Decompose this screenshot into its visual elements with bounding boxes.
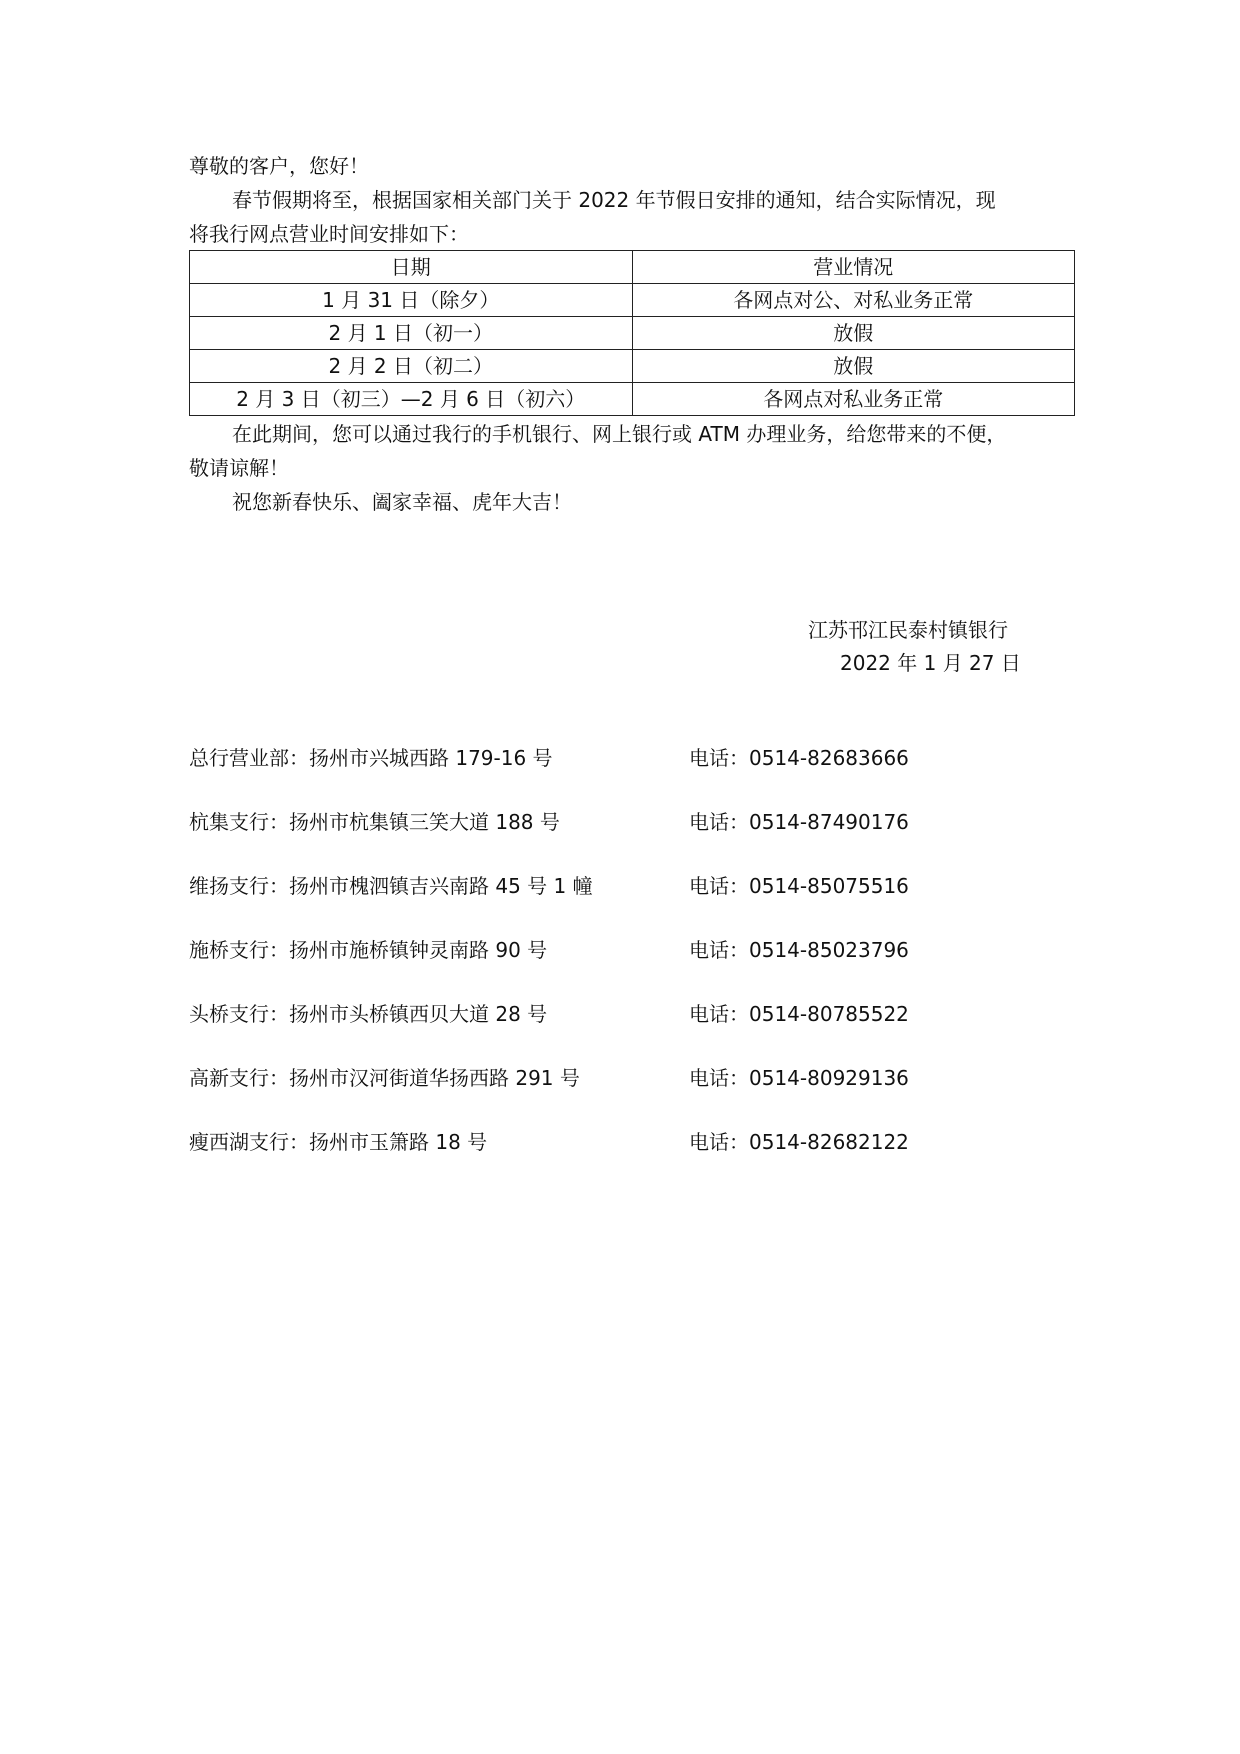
branch-phone: 电话：0514-82683666 <box>689 746 909 770</box>
branch-entry <box>189 1126 1089 1158</box>
table-cell-date: 1 月 31 日（除夕） <box>190 284 633 317</box>
service-paragraph-line-2: 敬请谅解！ <box>189 456 289 480</box>
greeting: 尊敬的客户，您好！ <box>189 154 369 178</box>
branch-entry <box>189 998 1089 1030</box>
branch-entry <box>189 806 1089 838</box>
signature-bank-name: 江苏邗江民泰村镇银行 <box>808 618 1008 642</box>
branch-phone: 电话：0514-85023796 <box>689 938 909 962</box>
status-column-header: 营业情况 <box>632 251 1075 284</box>
branch-entry <box>189 870 1089 902</box>
intro-paragraph-line-2: 将我行网点营业时间安排如下： <box>189 222 469 246</box>
branch-address: 头桥支行：扬州市头桥镇西贝大道 28 号 <box>189 1002 548 1026</box>
table-cell-status: 放假 <box>632 350 1075 383</box>
branch-phone: 电话：0514-80929136 <box>689 1066 909 1090</box>
table-cell-status: 放假 <box>632 317 1075 350</box>
table-cell-status: 各网点对公、对私业务正常 <box>632 284 1075 317</box>
table-row <box>190 350 1075 383</box>
table-cell-date: 2 月 2 日（初二） <box>190 350 633 383</box>
branch-entry <box>189 742 1089 774</box>
table-cell-status: 各网点对私业务正常 <box>632 383 1075 416</box>
branch-phone: 电话：0514-85075516 <box>689 874 909 898</box>
table-cell-date: 2 月 1 日（初一） <box>190 317 633 350</box>
table-row <box>190 284 1075 317</box>
table-row <box>190 383 1075 416</box>
branch-phone: 电话：0514-87490176 <box>689 810 909 834</box>
branch-address: 施桥支行：扬州市施桥镇钟灵南路 90 号 <box>189 938 548 962</box>
branch-phone: 电话：0514-80785522 <box>689 1002 909 1026</box>
holiday-schedule-table <box>189 250 1075 416</box>
branch-phone: 电话：0514-82682122 <box>689 1130 909 1154</box>
service-paragraph-line-1: 在此期间，您可以通过我行的手机银行、网上银行或 ATM 办理业务，给您带来的不便， <box>232 422 1007 446</box>
branch-entry <box>189 934 1089 966</box>
intro-paragraph-line-1: 春节假期将至，根据国家相关部门关于 2022 年节假日安排的通知，结合实际情况，现 <box>232 188 996 212</box>
table-cell-date: 2 月 3 日（初三）—2 月 6 日（初六） <box>190 383 633 416</box>
branch-address: 维扬支行：扬州市槐泗镇吉兴南路 45 号 1 幢 <box>189 874 593 898</box>
branch-address: 瘦西湖支行：扬州市玉箫路 18 号 <box>189 1130 488 1154</box>
branch-entry <box>189 1062 1089 1094</box>
table-row <box>190 317 1075 350</box>
branch-address: 高新支行：扬州市汉河街道华扬西路 291 号 <box>189 1066 580 1090</box>
greeting-wishes: 祝您新春快乐、阖家幸福、虎年大吉！ <box>232 490 572 514</box>
signature-date: 2022 年 1 月 27 日 <box>840 651 1021 675</box>
date-column-header: 日期 <box>190 251 633 284</box>
branch-address: 杭集支行：扬州市杭集镇三笑大道 188 号 <box>189 810 560 834</box>
table-header-row <box>190 251 1075 284</box>
branch-address: 总行营业部：扬州市兴城西路 179-16 号 <box>189 746 553 770</box>
